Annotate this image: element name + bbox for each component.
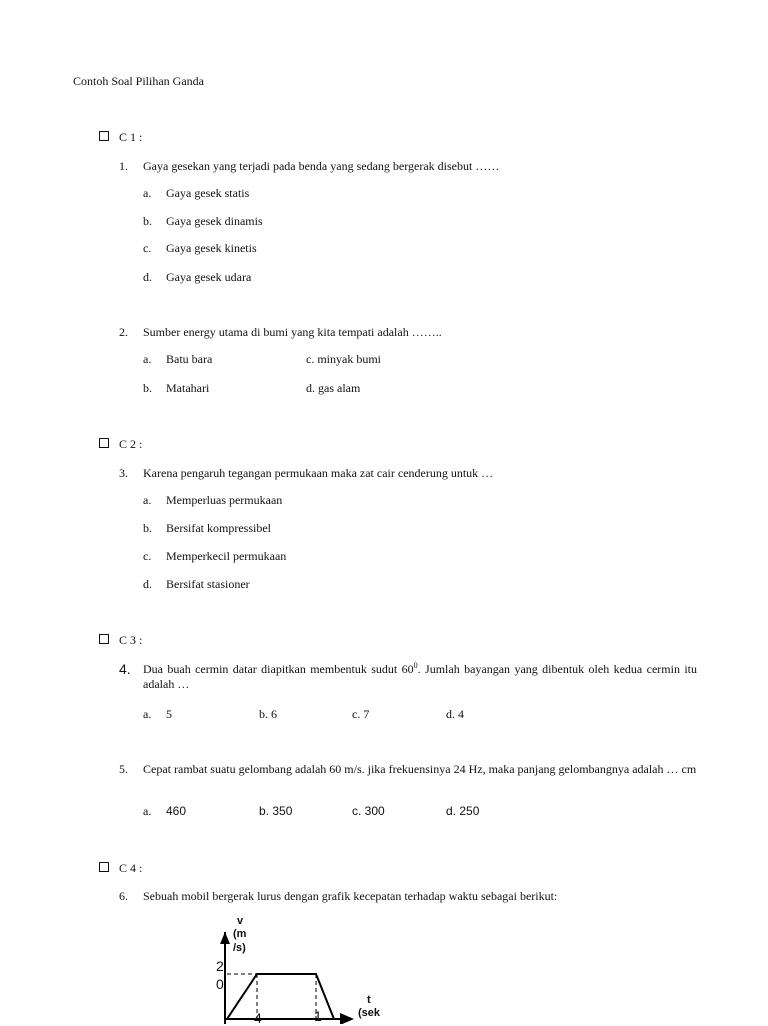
section-label: C 4 : [119, 861, 143, 875]
option-letter: a. [143, 707, 152, 721]
question-number: 2. [119, 325, 128, 339]
checkbox-icon [99, 438, 109, 448]
option-text: Gaya gesek statis [166, 186, 250, 200]
option-text: Bersifat kompressibel [166, 521, 271, 535]
option-text: c. 300 [352, 804, 385, 818]
question-text-part: . Jumlah bayangan yang dibentuk oleh kedua cermin itu adalah … [143, 662, 697, 691]
v-axis-label: v [237, 915, 244, 927]
question-number: 6. [119, 889, 128, 903]
question-text: Gaya gesekan yang terjadi pada benda yang sedang bergerak disebut …… [143, 159, 500, 173]
checkbox-icon [99, 862, 109, 872]
y-tick-label: 0 [216, 976, 224, 992]
option-letter: b. [143, 521, 152, 535]
document-title: Contoh Soal Pilihan Ganda [73, 74, 204, 88]
y-tick-label: 2 [216, 958, 224, 974]
option-letter: b. [143, 381, 152, 395]
t-axis-label: t [367, 994, 371, 1006]
option-text: b. 350 [259, 804, 293, 818]
option-letter: c. [143, 549, 152, 563]
question-number: 4. [119, 661, 131, 677]
option-text: Memperkecil permukaan [166, 549, 287, 563]
v-unit-label: (m [233, 928, 247, 940]
section-label: C 1 : [119, 130, 143, 144]
question-text: Sebuah mobil bergerak lurus dengan grafik kecepatan terhadap waktu sebagai berikut: [143, 889, 558, 903]
option-text: 5 [166, 707, 172, 721]
option-letter: d. [143, 270, 152, 284]
checkbox-icon [99, 131, 109, 141]
y-axis-arrow-icon [220, 932, 230, 944]
x-axis-arrow-icon [340, 1013, 354, 1024]
checkbox-icon [99, 634, 109, 644]
option-text: Gaya gesek udara [166, 270, 252, 284]
x-tick-label: 4 [254, 1010, 262, 1026]
question-number: 3. [119, 466, 128, 480]
option-letter: a. [143, 804, 152, 818]
t-unit-label: (sek [358, 1007, 381, 1019]
option-text: Matahari [166, 381, 210, 395]
question-text-part: Dua buah cermin datar diapitkan membentuk sudut 60 [143, 662, 414, 676]
question-number: 1. [119, 159, 128, 173]
question-text: Karena pengaruh tegangan permukaan maka zat cair cenderung untuk … [143, 466, 494, 480]
option-text: Bersifat stasioner [166, 577, 250, 591]
question-text: Sumber energy utama di bumi yang kita tempati adalah …….. [143, 325, 442, 339]
question-number: 5. [119, 762, 128, 776]
option-text: d. 4 [446, 707, 464, 721]
option-text: b. 6 [259, 707, 277, 721]
option-text: c. 7 [352, 707, 370, 721]
section-label: C 3 : [119, 633, 143, 647]
option-letter: a. [143, 493, 152, 507]
option-letter: c. [143, 241, 152, 255]
option-letter: d. [143, 577, 152, 591]
question-text: Cepat rambat suatu gelombang adalah 60 m/s. jika frekuensinya 24 Hz, maka panjang gelombangnya adalah … cm [143, 762, 697, 776]
x-tick-label: 1 [314, 1008, 322, 1024]
option-text: Memperluas permukaan [166, 493, 283, 507]
question-text [143, 662, 697, 692]
option-text: 460 [166, 804, 187, 818]
option-text: c. minyak bumi [306, 352, 381, 366]
option-text: d. 250 [446, 804, 480, 818]
option-letter: b. [143, 214, 152, 228]
v-unit-label: /s) [233, 942, 246, 954]
option-text: Gaya gesek kinetis [166, 241, 257, 255]
section-label: C 2 : [119, 437, 143, 451]
degree-superscript: 0 [413, 661, 418, 670]
option-letter: a. [143, 186, 152, 200]
option-text: Gaya gesek dinamis [166, 214, 263, 228]
option-letter: a. [143, 352, 152, 366]
option-text: Batu bara [166, 352, 213, 366]
option-text: d. gas alam [306, 381, 361, 395]
